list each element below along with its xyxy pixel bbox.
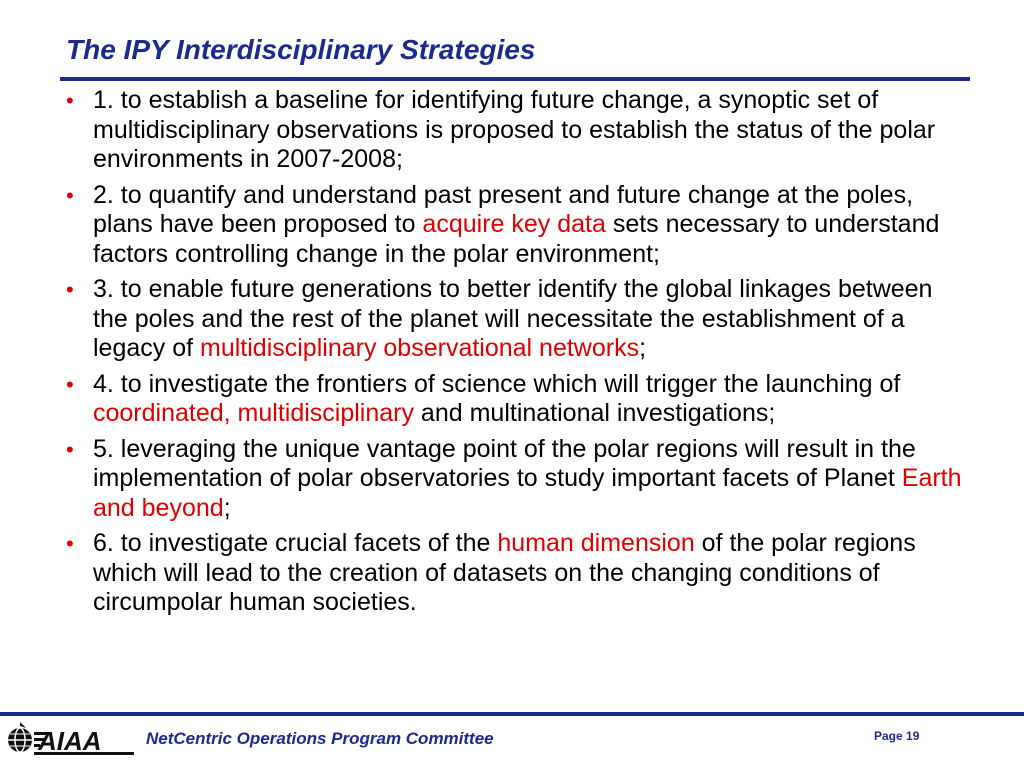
globe-icon xyxy=(8,722,32,752)
bullet-marker: • xyxy=(66,88,74,113)
highlighted-text: Earth and beyond xyxy=(93,464,962,522)
bullet-marker: • xyxy=(66,436,74,462)
aiaa-logo xyxy=(4,718,138,758)
logo-wordmark: AIAA xyxy=(38,726,102,756)
bullet-text: sets necessary to understand factors controlling change in the polar environment; xyxy=(93,210,940,268)
bullet-item xyxy=(66,181,966,270)
bullet-text: 3. to enable future generations to better identify the global linkages between the poles and the rest of the planet will necessitate the establishment of a legacy of xyxy=(93,275,933,362)
bullet-text: 5. leveraging the unique vantage point of the polar regions will result in the implementation of polar observatories to study important facets of Planet xyxy=(93,434,916,492)
bullet-item xyxy=(66,275,966,364)
bullet-marker: • xyxy=(66,182,74,208)
bullet-item xyxy=(66,529,966,618)
bullet-item xyxy=(66,435,966,524)
highlighted-text: human dimension xyxy=(497,529,695,557)
bullet-text: ; xyxy=(223,493,231,522)
highlighted-text: acquire key data xyxy=(422,210,606,238)
bullet-text: ; xyxy=(639,334,647,362)
bullet-text: 4. to investigate the frontiers of science which will trigger the launching of xyxy=(93,369,901,398)
committee-name: NetCentric Operations Program Committee xyxy=(146,729,494,748)
highlighted-text: coordinated, multidisciplinary xyxy=(93,399,414,427)
bullet-item xyxy=(66,370,966,429)
bullet-marker: • xyxy=(66,277,74,302)
footer-divider xyxy=(0,712,1024,716)
title-divider xyxy=(60,77,970,81)
bullet-list xyxy=(66,86,966,624)
bullet-text: 2. to quantify and understand past present and future change at the poles, plans have been proposed to xyxy=(93,180,914,238)
bullet-text: 1. to establish a baseline for identifying future change, a synoptic set of multidisciplinary observations is proposed to establish the status of the polar environments in 2007-2008; xyxy=(93,86,936,173)
bullet-text: of the polar regions which will lead to the creation of datasets on the changing conditions of circumpolar human societies. xyxy=(93,529,916,616)
page-number: Page 19 xyxy=(874,729,920,743)
bullet-marker: • xyxy=(66,371,74,397)
highlighted-text: multidisciplinary observational networks xyxy=(200,334,640,362)
bullet-text: and multinational investigations; xyxy=(413,399,776,427)
bullet-text: 6. to investigate crucial facets of the xyxy=(93,529,498,557)
bullet-item xyxy=(66,86,966,175)
bullet-marker: • xyxy=(66,531,74,556)
slide-title: The IPY Interdisciplinary Strategies xyxy=(66,34,536,65)
